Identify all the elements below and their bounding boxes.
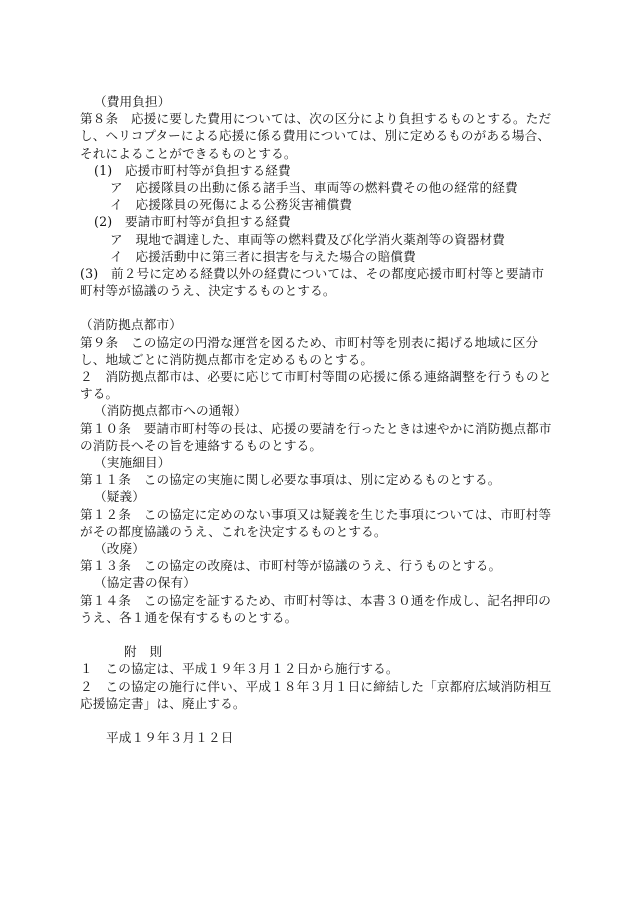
supplementary-heading: 附 則: [124, 644, 163, 660]
article-12: 第１２条 この協定に定めのない事項又は疑義を生じた事項については、市町村等がその都度協議のうえ、これを決定するものとする。: [80, 506, 552, 539]
article-8-item-2i: イ 応援活動中に第三者に損害を与えた場合の賠償費: [110, 248, 416, 264]
heading-doubt: （疑義）: [94, 489, 145, 505]
article-8-item-1: (1) 応援市町村等が負担する経費: [94, 162, 291, 178]
article-8-item-2: (2) 要請市町村等が負担する経費: [94, 214, 291, 230]
heading-cost: （費用負担）: [94, 94, 171, 109]
heading-detail: （実施細目）: [94, 455, 171, 471]
article-8: 第８条 応援に要した費用については、次の区分により負担するものとする。ただし、ヘリコプターによる応援に係る費用については、別に定めるものがある場合、それによることができるものとする。: [80, 111, 552, 161]
article-11: 第１１条 この協定の実施に関し必要な事項は、別に定めるものとする。: [80, 472, 501, 488]
article-8-item-2a: ア 現地で調達した、車両等の燃料費及び化学消火薬剤等の資器材費: [110, 231, 506, 247]
article-9: 第９条 この協定の円滑な運営を図るため、市町村等を別表に掲げる地域に区分し、地域ごとに消防拠点都市を定めるものとする。: [80, 334, 539, 367]
heading-revise: （改廃）: [94, 541, 145, 557]
article-10: 第１０条 要請市町村等の長は、応援の要請を行ったときは速やかに消防拠点都市の消防長へその旨を連絡するものとする。: [80, 420, 552, 453]
supplementary-2: ２ この協定の施行に伴い、平成１８年３月１日に締結した「京都府広域消防相互応援協定書」は、廃止する。: [80, 678, 552, 711]
agreement-text: [80, 93, 556, 746]
agreement-date: 平成１９年３月１２日: [106, 729, 234, 745]
spacer: [80, 299, 556, 316]
heading-notify: （消防拠点都市への通報）: [94, 403, 247, 419]
heading-base-city: （消防拠点都市）: [80, 317, 182, 333]
article-8-item-1a: ア 応援隊員の出動に係る諸手当、車両等の燃料費その他の経常的経費: [110, 180, 518, 196]
article-9-para-2: ２ 消防拠点都市は、必要に応じて市町村等間の応援に係る連絡調整を行うものとする。: [80, 369, 552, 402]
article-8-item-3: (3) 前２号に定める経費以外の経費については、その都度応援市町村等と要請市町村等が協議のうえ、決定するものとする。: [80, 266, 545, 299]
article-8-item-1i: イ 応援隊員の死傷による公務災害補償費: [110, 197, 353, 213]
article-13: 第１３条 この協定の改廃は、市町村等が協議のうえ、行うものとする。: [80, 558, 502, 574]
spacer: [80, 712, 556, 729]
heading-keep: （協定書の保有）: [94, 575, 196, 591]
article-14: 第１４条 この協定を証するため、市町村等は、本書３０通を作成し、記名押印のうえ、各１通を保有するものとする。: [80, 592, 552, 625]
spacer: [80, 626, 556, 643]
supplementary-1: １ この協定は、平成１９年３月１２日から施行する。: [80, 661, 399, 677]
